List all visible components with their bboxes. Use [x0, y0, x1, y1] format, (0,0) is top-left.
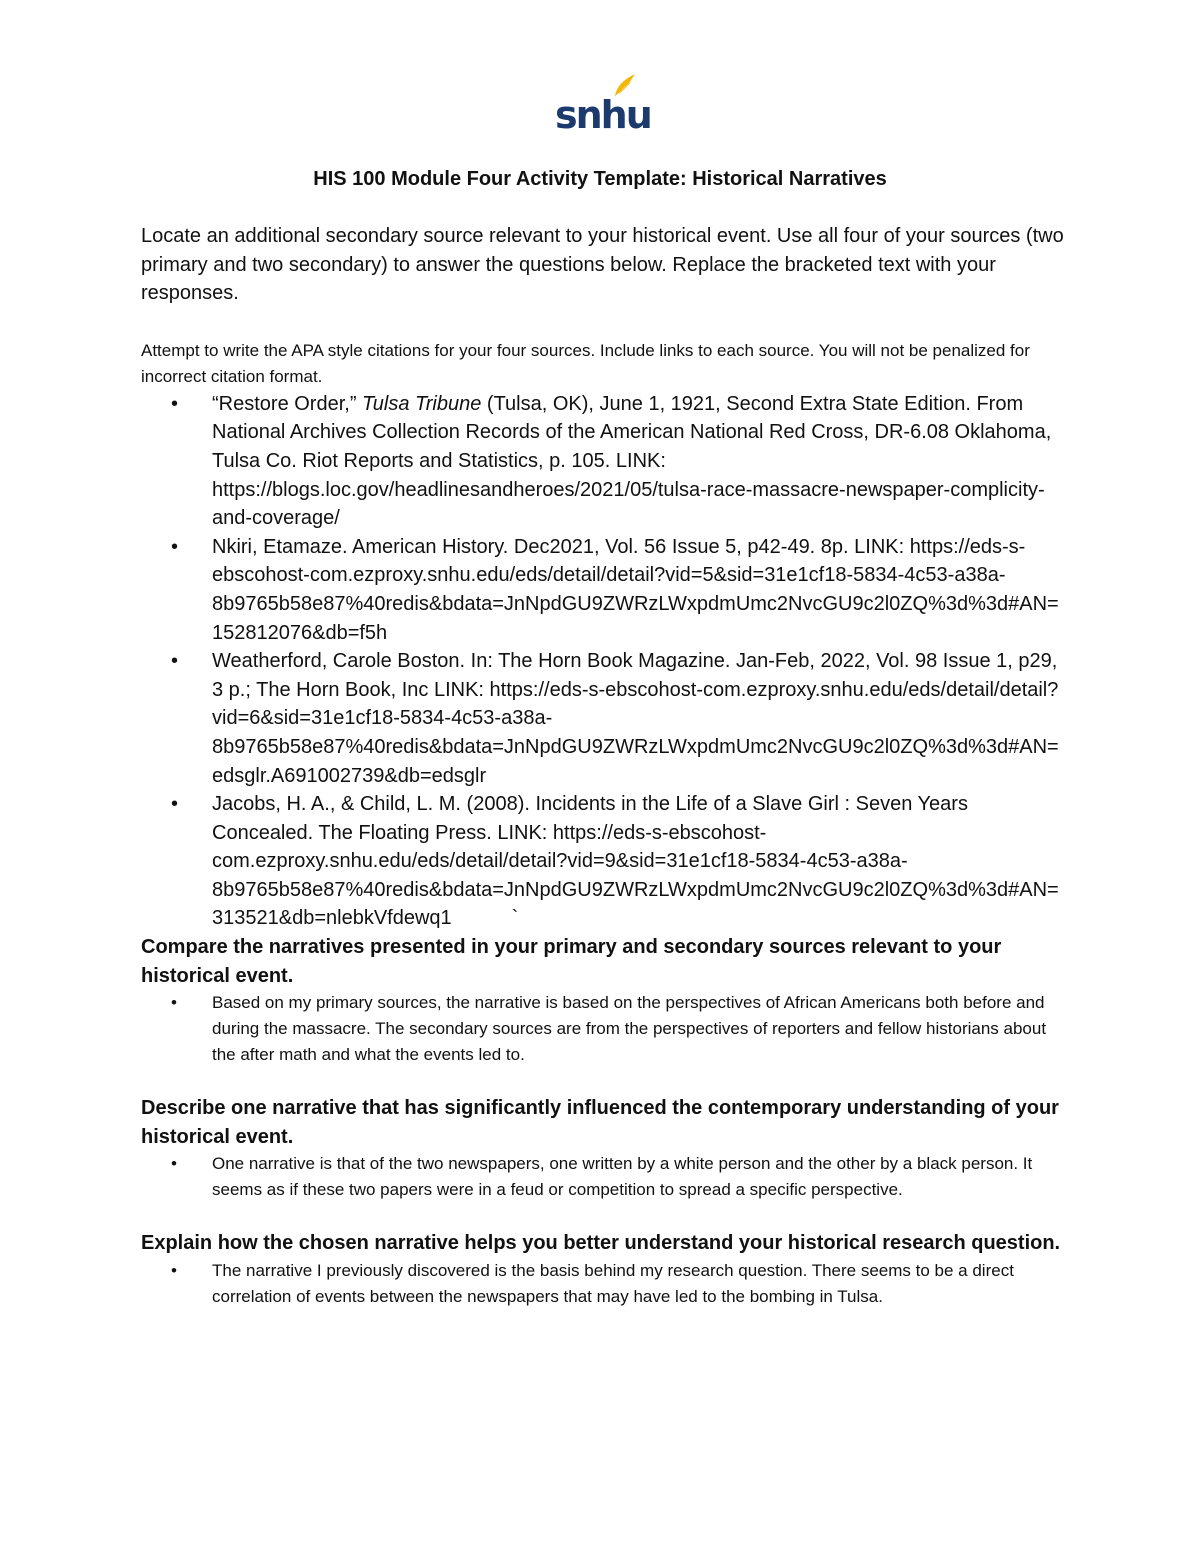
citation-item — [141, 790, 1066, 933]
logo-wordmark: snhu — [555, 93, 651, 137]
answer-text: The narrative I previously discovered is the basis behind my research question. There seems to be a direct correlation of events between the newspapers that may have led to the bombing in Tulsa. — [212, 1261, 1014, 1307]
citation-item — [141, 390, 1066, 533]
bullet-icon: • — [171, 793, 179, 816]
stray-mark: ` — [511, 907, 519, 930]
snhu-logo — [555, 72, 651, 137]
citation-text: Nkiri, Etamaze. American History. Dec2021, Vol. 56 Issue 5, p42-49. 8p. LINK: https://eds-s-ebscohost-com.ezproxy.snhu.edu/eds/detail/detail?vid=5&sid=31e1cf18-5834-4c53-a38a-8b9765b58e87%40redis&bdata=JnNpdGU9ZWRzLWxpdmUmc2NvcGU9c2l0ZQ%3d%3d#AN=152812076&db=f5h — [212, 535, 1059, 644]
question-heading-compare: Compare the narratives presented in your primary and secondary sources relevant to your historical event. — [141, 936, 1002, 987]
question-heading-explain: Explain how the chosen narrative helps you better understand your historical research question. — [141, 1232, 1061, 1255]
answer-list-describe — [141, 1151, 1066, 1203]
document-body — [141, 222, 1066, 1310]
answer-list-explain — [141, 1258, 1066, 1310]
document-title: HIS 100 Module Four Activity Template: Historical Narratives — [313, 168, 887, 190]
citation-text: Weatherford, Carole Boston. In: The Horn Book Magazine. Jan-Feb, 2022, Vol. 98 Issue 1, p29, 3 p.; The Horn Book, Inc LINK: https://eds-s-ebscohost-com.ezproxy.snhu.edu/eds/detail/detail?vid=6&sid=31e1cf18-5834-4c53-a38a-8b9765b58e87%40redis&bdata=JnNpdGU9ZWRzLWxpdmUmc2NvcGU9c2l0ZQ%3d%3d#AN=edsglr.A691002739&db=edsglr — [212, 650, 1059, 787]
bullet-icon: • — [171, 1261, 177, 1281]
citation-item — [141, 647, 1066, 790]
answer-item — [141, 1151, 1066, 1203]
citation-text: “Restore Order,” — [212, 392, 363, 415]
bullet-icon: • — [171, 392, 179, 415]
bullet-icon: • — [171, 650, 179, 673]
answer-item — [141, 990, 1066, 1068]
citation-text: Jacobs, H. A., & Child, L. M. (2008). Incidents in the Life of a Slave Girl : Seven Years Concealed. The Floating Press. LINK: https://eds-s-ebscohost-com.ezproxy.snhu.edu/eds/detail/detail?vid=9&sid=31e1cf18-5834-4c53-a38a-8b9765b58e87%40redis&bdata=JnNpdGU9ZWRzLWxpdmUmc2NvcGU9c2l0ZQ%3d%3d#AN=313521&db=nlebkVfdewq1 — [212, 793, 1059, 930]
answer-list-compare — [141, 990, 1066, 1068]
citation-item — [141, 533, 1066, 647]
intro-paragraph: Locate an additional secondary source relevant to your historical event. Use all four of your sources (two primary and two secondary) to answer the questions below. Replace the bracketed text with your responses. — [141, 225, 1064, 305]
citation-list — [141, 390, 1066, 933]
answer-item — [141, 1258, 1066, 1310]
bullet-icon: • — [171, 993, 177, 1013]
question-heading-describe: Describe one narrative that has significantly influenced the contemporary understanding of your historical event. — [141, 1097, 1059, 1148]
citation-text-rest: (Tulsa, OK), June 1, 1921, Second Extra State Edition. From National Archives Collection Records of the American National Red Cross, DR-6.08 Oklahoma, Tulsa Co. Riot Reports and Statistics, p. 105. LINK: https://blogs.loc.gov/headlinesandheroes/2021/05/tulsa-race-massacre-newspaper-complicity-and-coverage/ — [212, 392, 1052, 530]
bullet-icon: • — [171, 535, 179, 558]
bullet-icon: • — [171, 1154, 177, 1174]
answer-text: One narrative is that of the two newspapers, one written by a white person and the other by a black person. It seems as if these two papers were in a feud or competition to spread a specific perspective. — [212, 1154, 1033, 1200]
answer-text: Based on my primary sources, the narrative is based on the perspectives of African Americans both before and during the massacre. The secondary sources are from the perspectives of reporters and fellow historians about the after math and what the events led to. — [212, 993, 1047, 1065]
citation-note: Attempt to write the APA style citations for your four sources. Include links to each source. You will not be penalized for incorrect citation format. — [141, 340, 1030, 386]
citation-italic: Tulsa Tribune — [362, 392, 482, 415]
